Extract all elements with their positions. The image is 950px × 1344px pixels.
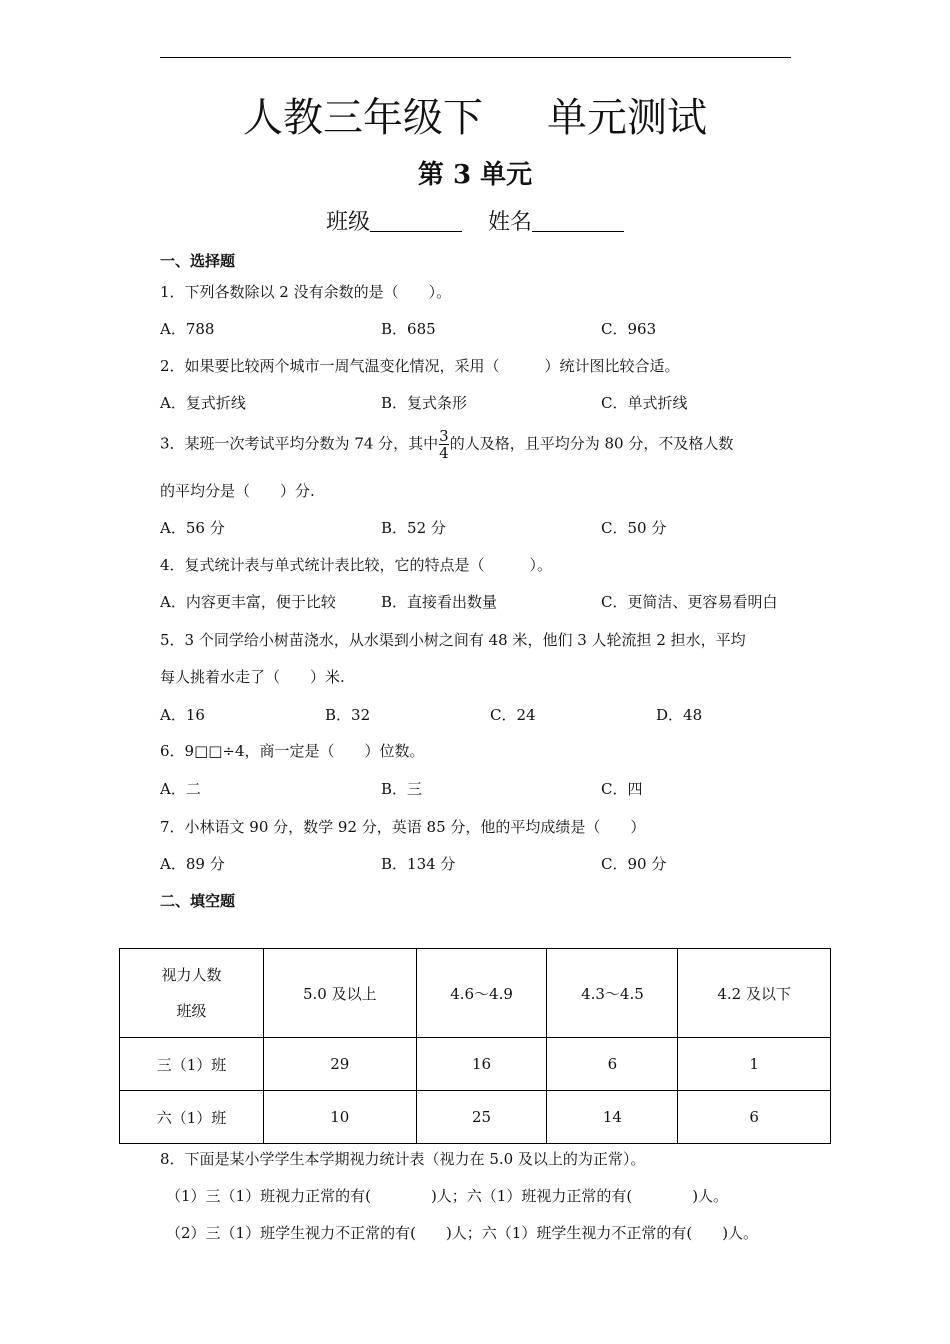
q5-option-c[interactable]: C．24	[490, 706, 536, 724]
q6-option-b[interactable]: B．三	[381, 780, 423, 798]
section-heading-choice: 一、选择题	[160, 252, 236, 270]
q3-option-a[interactable]: A．56 分	[160, 519, 225, 537]
table-cell: 16	[416, 1038, 547, 1091]
q2-option-b[interactable]: B．复式条形	[381, 394, 468, 412]
question-3	[160, 428, 733, 461]
q7-option-a[interactable]: A．89 分	[160, 855, 225, 873]
corner-bottom-label: 班级	[176, 1002, 207, 1020]
question-3-line2: 的平均分是（ ）分.	[160, 482, 315, 500]
q4-option-a[interactable]: A．内容更丰富，便于比较	[160, 593, 336, 611]
q4-option-c[interactable]: C．更简洁、更容易看明白	[601, 593, 778, 611]
section-heading-fill: 二、填空题	[160, 892, 236, 910]
title-left: 人教三年级下	[243, 95, 483, 141]
question-6: 6．9□□÷4，商一定是（ ）位数。	[160, 742, 425, 760]
q3-text-b: 的人及格，且平均分为 80 分，不及格人数	[449, 434, 734, 453]
question-1: 1．下列各数除以 2 没有余数的是（ ）。	[160, 283, 452, 301]
student-info-line	[0, 205, 950, 236]
vision-statistics-table	[119, 948, 831, 1144]
q7-option-c[interactable]: C．90 分	[601, 855, 667, 873]
table-cell: 6	[547, 1038, 678, 1091]
question-7: 7．小林语文 90 分，数学 92 分，英语 85 分，他的平均成绩是（ ）	[160, 818, 646, 836]
class-blank[interactable]	[370, 209, 462, 232]
q7-option-b[interactable]: B．134 分	[381, 855, 456, 873]
header-rule	[160, 57, 791, 58]
q1-option-b[interactable]: B．685	[381, 320, 436, 338]
question-8-part1: （1）三（1）班视力正常的有( )人；六（1）班视力正常的有( )人。	[166, 1187, 729, 1205]
q1-option-c[interactable]: C．963	[601, 320, 657, 338]
class-label: 班级	[325, 210, 370, 235]
table-cell: 29	[264, 1038, 417, 1091]
corner-top-label: 视力人数	[161, 966, 222, 984]
q5-option-b[interactable]: B．32	[325, 706, 371, 724]
q5-option-d[interactable]: D．48	[656, 706, 703, 724]
question-8: 8．下面是某小学学生本学期视力统计表（视力在 5.0 及以上的为正常）。	[160, 1150, 646, 1168]
question-5-line2: 每人挑着水走了（ ）米.	[160, 668, 345, 686]
question-4: 4．复式统计表与单式统计表比较，它的特点是（ ）。	[160, 556, 553, 574]
table-row	[120, 1091, 831, 1144]
table-row	[120, 1038, 831, 1091]
fraction-numerator: 3	[439, 427, 449, 445]
row-label: 六（1）班	[120, 1091, 264, 1144]
q3-text-a: 3．某班一次考试平均分数为 74 分，其中	[160, 434, 439, 453]
table-header-row	[120, 949, 831, 1038]
title-right: 单元测试	[547, 95, 707, 141]
question-5: 5．3 个同学给小树苗浇水，从水渠到小树之间有 48 米，他们 3 人轮流担 2 担水，平均	[160, 631, 746, 649]
name-label: 姓名	[488, 210, 533, 235]
q3-option-c[interactable]: C．50 分	[601, 519, 667, 537]
page-title	[0, 86, 950, 143]
table-cell: 25	[416, 1091, 547, 1144]
table-header-cell: 4.2 及以下	[678, 949, 831, 1038]
question-8-part2: （2）三（1）班学生视力不正常的有( )人；六（1）班学生视力不正常的有( )人。	[166, 1224, 759, 1242]
fraction-denominator: 4	[439, 444, 449, 462]
question-2: 2．如果要比较两个城市一周气温变化情况，采用（ ）统计图比较合适。	[160, 357, 680, 375]
row-label: 三（1）班	[120, 1038, 264, 1091]
q4-option-b[interactable]: B．直接看出数量	[381, 593, 498, 611]
q6-option-c[interactable]: C．四	[601, 780, 643, 798]
q2-option-c[interactable]: C．单式折线	[601, 394, 688, 412]
table-cell: 14	[547, 1091, 678, 1144]
q5-option-a[interactable]: A．16	[160, 706, 205, 724]
table-cell: 6	[678, 1091, 831, 1144]
q6-option-a[interactable]: A．二	[160, 780, 201, 798]
q3-option-b[interactable]: B．52 分	[381, 519, 446, 537]
q2-option-a[interactable]: A．复式折线	[160, 394, 246, 412]
name-blank[interactable]	[532, 209, 624, 232]
unit-subtitle: 第 3 单元	[417, 160, 533, 190]
table-cell: 1	[678, 1038, 831, 1091]
fraction-three-quarters	[439, 428, 449, 461]
table-header-cell: 4.3～4.5	[547, 949, 678, 1038]
table-cell: 10	[264, 1091, 417, 1144]
q1-option-a[interactable]: A．788	[160, 320, 215, 338]
table-header-cell: 5.0 及以上	[264, 949, 417, 1038]
table-header-cell: 4.6～4.9	[416, 949, 547, 1038]
table-corner-cell	[120, 949, 264, 1038]
